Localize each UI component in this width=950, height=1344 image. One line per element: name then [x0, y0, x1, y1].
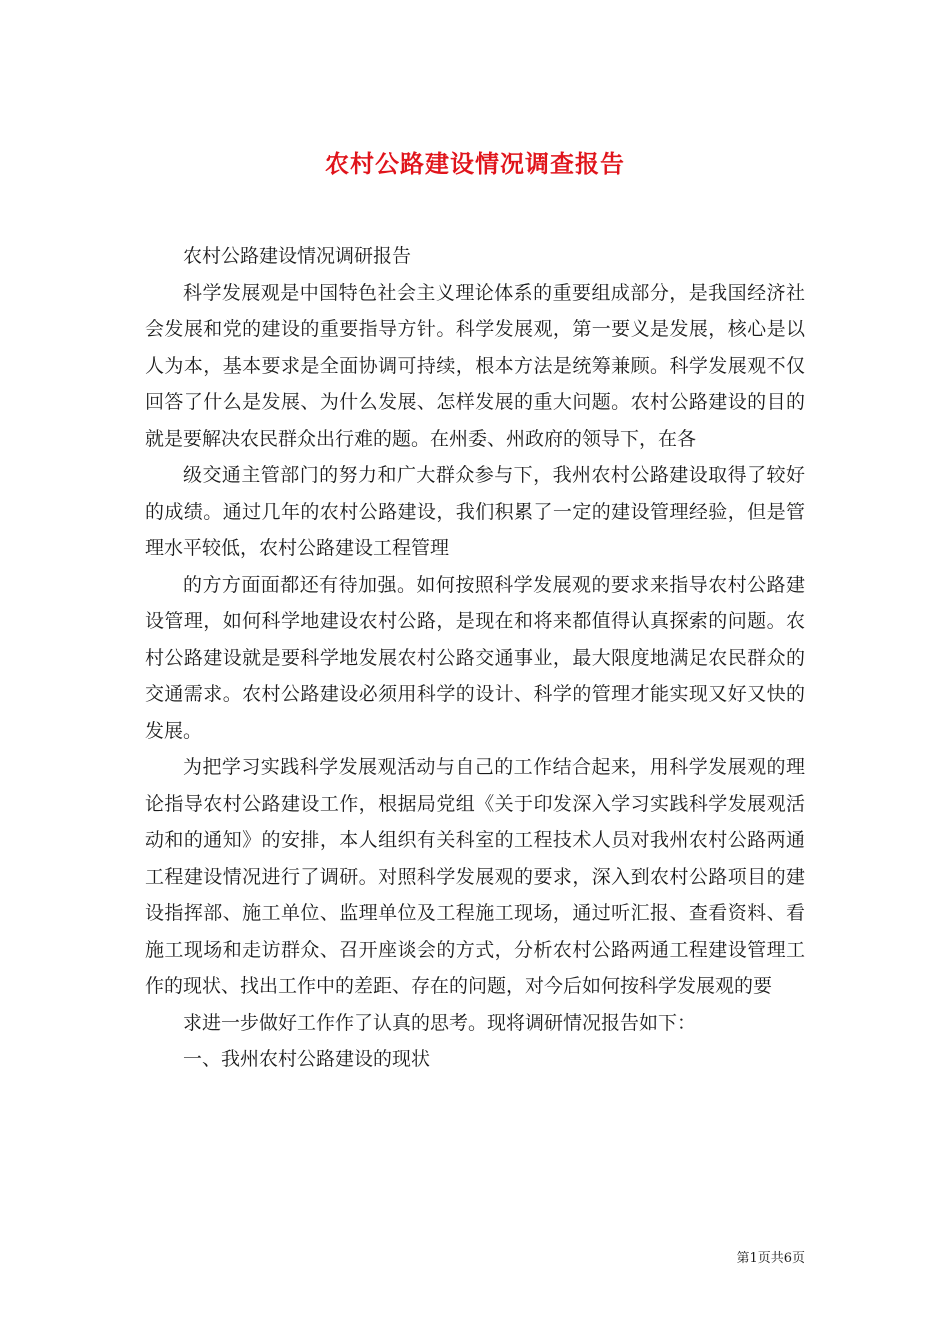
paragraph: 求进一步做好工作作了认真的思考。现将调研情况报告如下：	[183, 1011, 697, 1034]
document-body	[145, 238, 805, 1078]
section-heading: 一、我州农村公路建设的现状	[183, 1048, 431, 1070]
paragraph: 的方方面面都还有待加强。如何按照科学发展观的要求来指导农村公路建设管理，如何科学地建设农村公路，是现在和将来都值得认真探索的问题。农村公路建设就是要科学地发展农村公路交通事业，最大限度地满足农民群众的交通需求。农村公路建设必须用科学的设计、科学的管理才能实现又好又快的发展。	[145, 573, 805, 742]
page-number: 第1页共6页	[736, 1251, 805, 1266]
page-title: 农村公路建设情况调查报告	[325, 149, 625, 179]
paragraph: 为把学习实践科学发展观活动与自己的工作结合起来，用科学发展观的理论指导农村公路建设工作，根据局党组《关于印发深入学习实践科学发展观活动和的通知》的安排，本人组织有关科室的工程技术人员对我州农村公路两通工程建设情况进行了调研。对照科学发展观的要求，深入到农村公路项目的建设指挥部、施工单位、监理单位及工程施工现场，通过听汇报、查看资料、看施工现场和走访群众、召开座谈会的方式，分析农村公路两通工程建设管理工作的现状、找出工作中的差距、存在的问题，对今后如何按科学发展观的要	[145, 756, 805, 997]
paragraph-subtitle: 农村公路建设情况调研报告	[183, 245, 412, 267]
paragraph: 级交通主管部门的努力和广大群众参与下，我州农村公路建设取得了较好的成绩。通过几年的农村公路建设，我们积累了一定的建设管理经验，但是管理水平较低，农村公路建设工程管理	[145, 464, 805, 559]
paragraph: 科学发展观是中国特色社会主义理论体系的重要组成部分，是我国经济社会发展和党的建设的重要指导方针。科学发展观，第一要义是发展，核心是以人为本，基本要求是全面协调可持续，根本方法是统筹兼顾。科学发展观不仅回答了什么是发展、为什么发展、怎样发展的重大问题。农村公路建设的目的就是要解决农民群众出行难的题。在州委、州政府的领导下，在各	[145, 281, 805, 450]
